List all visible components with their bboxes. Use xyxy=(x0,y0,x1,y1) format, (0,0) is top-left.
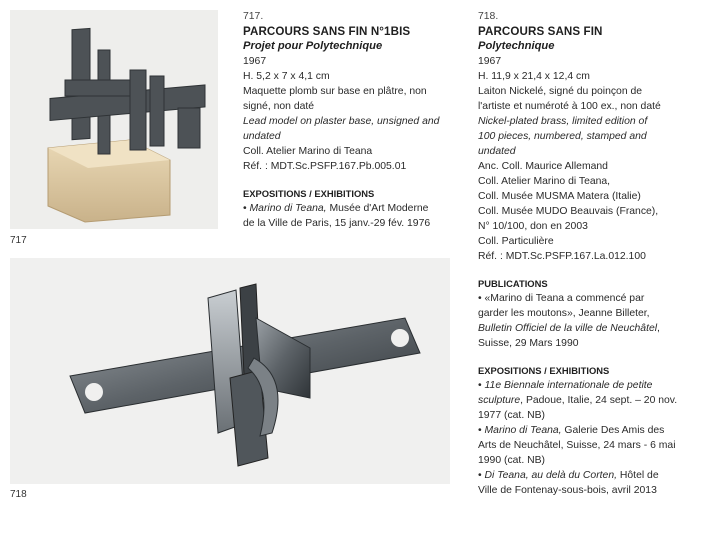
sculpture-717-image xyxy=(10,10,218,229)
photo-717 xyxy=(10,10,218,229)
bullet: • xyxy=(243,203,247,214)
lot-dimensions: H. 5,2 x 7 x 4,1 cm xyxy=(243,71,330,82)
exhibition-venue: Galerie Des Amis des xyxy=(561,425,665,436)
publication-entry xyxy=(478,291,708,306)
exhibition-line: 1977 (cat. NB) xyxy=(478,410,545,421)
sculpture-718-image xyxy=(10,258,450,484)
exhibition-venue: , Padoue, Italie, 24 sept. – 20 nov. xyxy=(520,395,678,406)
exhibition-line: 1990 (cat. NB) xyxy=(478,455,545,466)
bullet: • xyxy=(478,425,482,436)
publication-source: Bulletin Officiel de la ville de Neuchâtel xyxy=(478,323,658,334)
provenance-line: Coll. Musée MUSMA Matera (Italie) xyxy=(478,191,641,202)
description-en-line: Nickel-plated brass, limited edition of xyxy=(478,116,648,127)
lot-dimensions: H. 11,9 x 21,4 x 12,4 cm xyxy=(478,71,590,82)
lot-number: 718. xyxy=(478,11,499,22)
bullet: • xyxy=(478,470,482,481)
exhibition-line: de la Ville de Paris, 15 janv.-29 fév. 1976 xyxy=(243,218,431,229)
provenance-line: Coll. Musée MUDO Beauvais (France), xyxy=(478,206,659,217)
description-en-line: undated xyxy=(243,131,281,142)
exhibition-venue: Hôtel de xyxy=(617,470,659,481)
lot-717-details xyxy=(243,9,455,231)
bullet: • xyxy=(478,293,482,304)
description-en-line: 100 pieces, numbered, stamped and xyxy=(478,131,647,142)
provenance-line: N° 10/100, don en 2003 xyxy=(478,221,588,232)
provenance-line: Anc. Coll. Maurice Allemand xyxy=(478,161,608,172)
description-fr-line: signé, non daté xyxy=(243,101,315,112)
collection: Coll. Atelier Marino di Teana xyxy=(243,146,373,157)
publication-punct: , xyxy=(657,323,660,334)
description-fr-line: Maquette plomb sur base en plâtre, non xyxy=(243,86,427,97)
lot-year: 1967 xyxy=(243,56,267,67)
exhibition-entry xyxy=(478,468,708,483)
exhibition-title: Marino di Teana, xyxy=(249,203,327,214)
lot-number: 717. xyxy=(243,11,264,22)
lot-subtitle: Polytechnique xyxy=(478,40,555,52)
provenance-line: Coll. Atelier Marino di Teana, xyxy=(478,176,611,187)
reference: Réf. : MDT.Sc.PSFP.167.Pb.005.01 xyxy=(243,161,407,172)
exhibition-title: 11e Biennale internationale de petite xyxy=(481,380,653,391)
publication-line: Suisse, 29 Mars 1990 xyxy=(478,338,579,349)
publication-line xyxy=(478,321,708,336)
exhibition-line xyxy=(478,393,708,408)
lot-718-details xyxy=(478,9,708,498)
exhibition-title: sculpture xyxy=(478,395,521,406)
description-fr-line: l'artiste et numéroté à 100 ex., non daté xyxy=(478,101,661,112)
lot-title: PARCOURS SANS FIN N°1BIS xyxy=(243,25,411,38)
publication-line: «Marino di Teana a commencé par xyxy=(481,293,645,304)
exhibitions-heading: EXPOSITIONS / EXHIBITIONS xyxy=(478,365,610,376)
exhibition-title: Marino di Teana, xyxy=(481,425,562,436)
exhibition-line: Ville de Fontenay-sous-bois, avril 2013 xyxy=(478,485,657,496)
provenance-line: Coll. Particulière xyxy=(478,236,554,247)
exhibition-title: Di Teana, au delà du Corten, xyxy=(481,470,618,481)
publication-line: garder les moutons», Jeanne Billeter, xyxy=(478,308,650,319)
exhibition-entry xyxy=(478,378,708,393)
exhibition-entry xyxy=(243,201,455,216)
caption-717: 717 xyxy=(10,235,27,246)
exhibitions-heading: EXPOSITIONS / EXHIBITIONS xyxy=(243,188,375,199)
lot-subtitle: Projet pour Polytechnique xyxy=(243,40,383,52)
exhibition-entry xyxy=(478,423,708,438)
description-en-line: undated xyxy=(478,146,516,157)
description-en-line: Lead model on plaster base, unsigned and xyxy=(243,116,440,127)
reference: Réf. : MDT.Sc.PSFP.167.La.012.100 xyxy=(478,251,646,262)
lot-title: PARCOURS SANS FIN xyxy=(478,25,603,38)
publications-heading: PUBLICATIONS xyxy=(478,278,548,289)
exhibition-venue: Musée d'Art Moderne xyxy=(326,203,429,214)
photo-718 xyxy=(10,258,450,484)
caption-718: 718 xyxy=(10,489,27,500)
lot-year: 1967 xyxy=(478,56,502,67)
bullet: • xyxy=(478,380,482,391)
description-fr-line: Laiton Nickelé, signé du poinçon de xyxy=(478,86,643,97)
exhibition-line: Arts de Neuchâtel, Suisse, 24 mars - 6 mai xyxy=(478,440,676,451)
